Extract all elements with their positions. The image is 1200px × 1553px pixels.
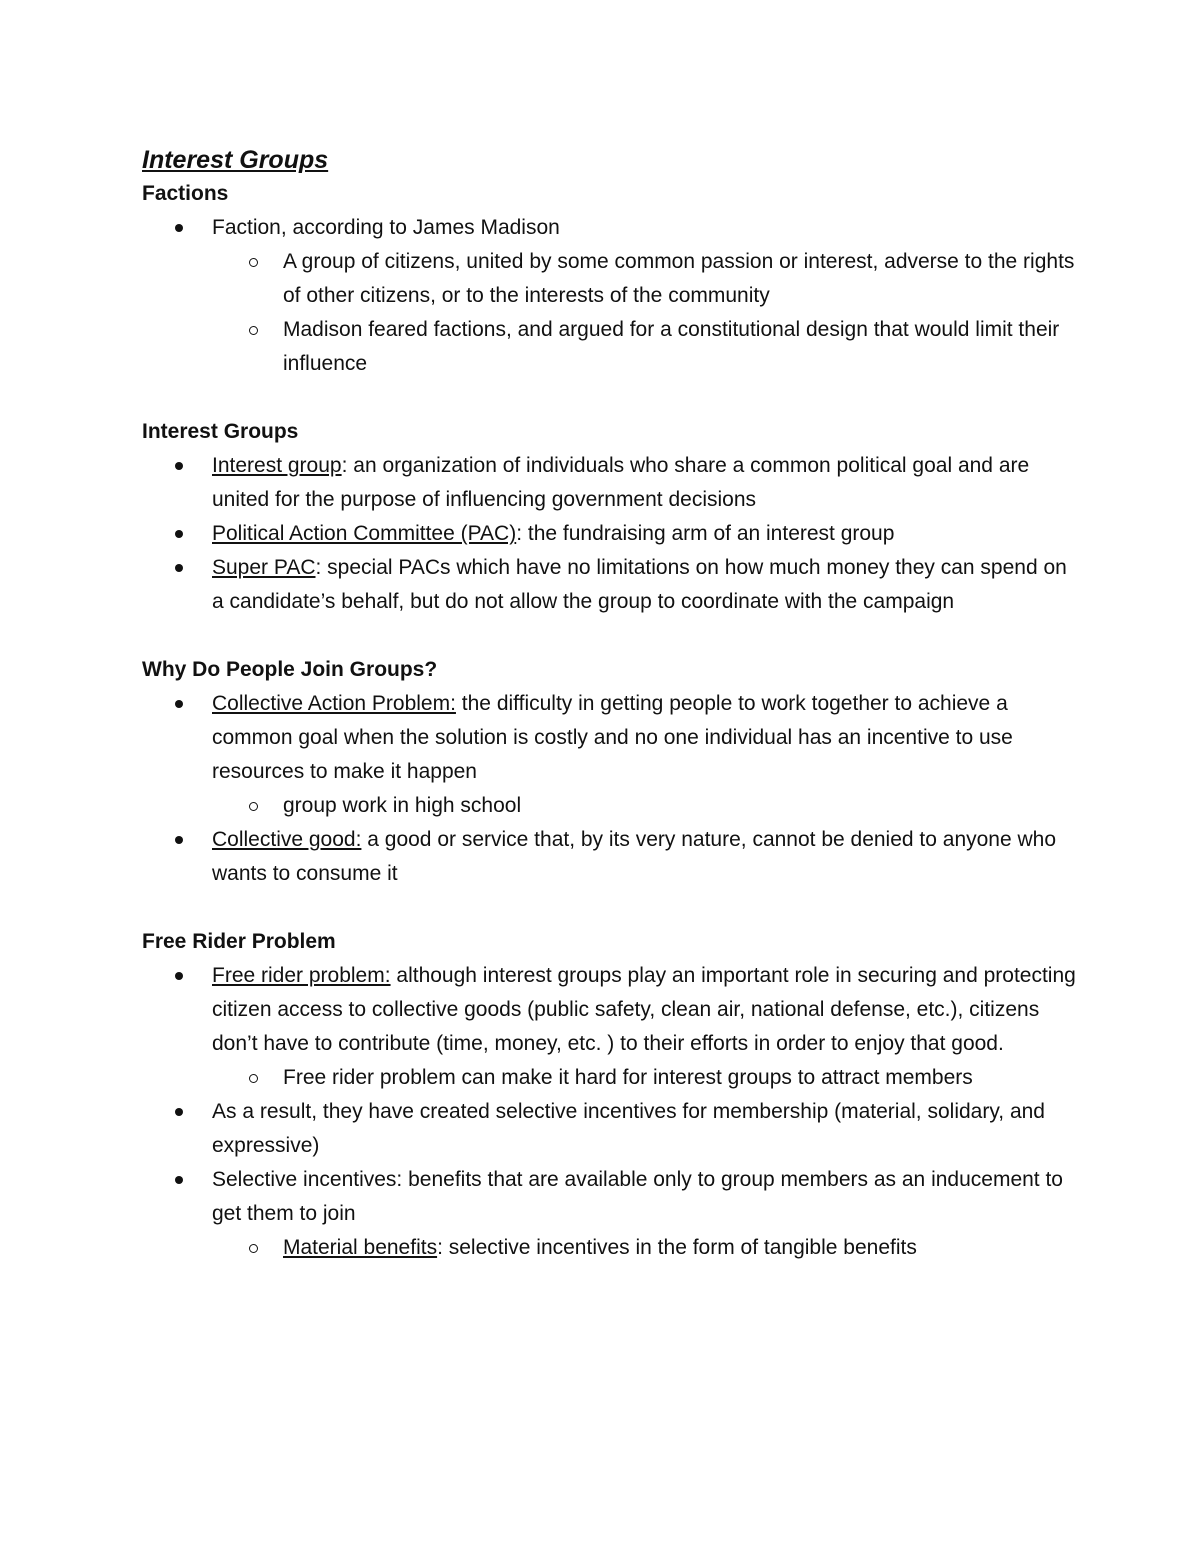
sub-list-item-text: group work in high school	[283, 794, 522, 817]
bullet-dot-icon	[175, 823, 183, 857]
document-title: Interest Groups	[142, 146, 329, 174]
definition-text: : an organization of individuals who share a common political goal and are united for the purpose of influencing government decisions	[212, 454, 1030, 511]
sub-list-item	[142, 245, 1082, 313]
bullet-dot-icon	[175, 449, 183, 483]
list-item	[142, 823, 1082, 891]
bullet-dot-icon	[175, 551, 183, 585]
bullet-ring-icon	[249, 313, 258, 347]
heading-interest-groups: Interest Groups	[142, 420, 299, 443]
heading-free-rider: Free Rider Problem	[142, 930, 336, 953]
list-item	[142, 1095, 1082, 1163]
list-item	[142, 551, 1082, 619]
definition-text: : the fundraising arm of an interest group	[516, 522, 895, 545]
term-interest-group: Interest group	[212, 454, 342, 477]
list-item	[142, 211, 1082, 245]
definition-text: a good or service that, by its very nature, cannot be denied to anyone who wants to consume it	[212, 828, 1057, 885]
heading-why-join: Why Do People Join Groups?	[142, 658, 438, 681]
definition-text: : special PACs which have no limitations on how much money they can spend on a candidate’s behalf, but do not allow the group to coordinate with the campaign	[212, 556, 1067, 613]
section-spacer	[142, 381, 1082, 415]
sub-list-item-text: Free rider problem can make it hard for interest groups to attract members	[283, 1066, 973, 1089]
term-pac: Political Action Committee (PAC)	[212, 522, 517, 545]
list-item-text: Selective incentives: benefits that are available only to group members as an inducement to get them to join	[212, 1168, 1063, 1225]
bullet-ring-icon	[249, 1061, 258, 1095]
term-material-benefits: Material benefits	[283, 1236, 438, 1259]
term-super-pac: Super PAC	[212, 556, 316, 579]
term-free-rider-problem: Free rider problem:	[212, 964, 391, 987]
bullet-ring-icon	[249, 1231, 258, 1265]
definition-text: the difficulty in getting people to work together to achieve a common goal when the solution is costly and no one individual has an incentive to use resources to make it happen	[212, 692, 1013, 783]
section-spacer	[142, 619, 1082, 653]
bullet-dot-icon	[175, 211, 183, 245]
definition-text: although interest groups play an important role in securing and protecting citizen access to collective goods (public safety, clean air, national defense, etc.), citizens don’t have to contribute (time, money, etc. ) to their efforts in order to enjoy that good.	[212, 964, 1076, 1055]
sub-list-item-text: Madison feared factions, and argued for a constitutional design that would limit their influence	[283, 318, 1060, 375]
sub-list-item	[142, 1231, 1082, 1265]
list-item-text: Faction, according to James Madison	[212, 216, 560, 239]
bullet-dot-icon	[175, 1095, 183, 1129]
sub-list-item-text: A group of citizens, united by some common passion or interest, adverse to the rights of other citizens, or to the interests of the community	[283, 250, 1075, 307]
document-content	[142, 143, 1082, 1265]
bullet-ring-icon	[249, 245, 258, 279]
bullet-dot-icon	[175, 1163, 183, 1197]
sub-list-item	[142, 1061, 1082, 1095]
definition-text: : selective incentives in the form of tangible benefits	[437, 1236, 917, 1259]
bullet-ring-icon	[249, 789, 258, 823]
list-item	[142, 517, 1082, 551]
list-item-text: As a result, they have created selective incentives for membership (material, solidary, and expressive)	[212, 1100, 1045, 1157]
list-item	[142, 1163, 1082, 1231]
list-item	[142, 449, 1082, 517]
bullet-dot-icon	[175, 687, 183, 721]
list-item	[142, 687, 1082, 789]
heading-factions: Factions	[142, 182, 229, 205]
term-collective-good: Collective good:	[212, 828, 362, 851]
term-collective-action-problem: Collective Action Problem:	[212, 692, 456, 715]
section-spacer	[142, 891, 1082, 925]
list-item	[142, 959, 1082, 1061]
sub-list-item	[142, 313, 1082, 381]
bullet-dot-icon	[175, 517, 183, 551]
sub-list-item	[142, 789, 1082, 823]
bullet-dot-icon	[175, 959, 183, 993]
